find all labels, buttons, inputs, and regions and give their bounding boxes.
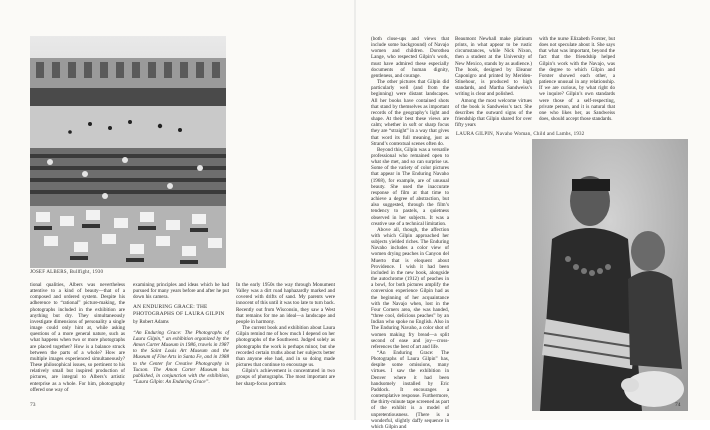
bullfight-photo-caption: JOSEF ALBERS, Bullfight, 1930	[30, 270, 104, 275]
paragraph: tional qualities, Albers was nevertheless attentive to a kind of beauty—that of a composed and ordered system. Despite his adherence to “rational” picture-making, the photographs included in the exhibition are anything but dry. They simultaneously investigate dimensions of personality a single image could only hint at, while asking questions of a more general nature, such as what happens when two or more photographs are placed together? How is a balance struck between the parts of a whole? How are multiple images experienced simultaneously? These philosophical issues, so pertinent to his relatively small but inspired production of pictures, are integral to Albers’s artistic enterprise as a whole. For him, photography offered one way of	[30, 282, 125, 393]
paragraph: Gilpin’s achievement is concentrated in two groups of photographs. The most important are her sharp-focus portraits	[236, 368, 335, 387]
right-column-3	[539, 36, 615, 122]
left-column-2	[133, 282, 229, 385]
paragraph: The other pictures that Gilpin did particularly well (and from the beginning) were distant landscapes. All her books have contained shots that stand by themselves as important records of the geography’s light and shape. At their best these views are calm; whether in soft or sharp focus they are “straight” in a way that gives that word its full meaning, just as Strand’s contextual scenes often do.	[371, 79, 449, 147]
navaho-woman-photo	[532, 139, 688, 411]
paragraph: “An Enduring Grace: The Photographs of Laura Gilpin” has, despite some omissions, many virtues. I saw the exhibition in Denver where it had been handsomely installed by Eric Paddock. It encourages a contemplative response. Furthermore, the thirty-minute tape screened as part of the exhibit is a model of unpretentiousness. (There is a wonderful, slightly daffy sequence in which Gilpin and	[371, 349, 449, 430]
left-column-1	[30, 282, 125, 393]
paragraph: (both close-ups and views that include some background) of Navajo women and children. Dorothea Lange, who respected Gilpin’s work, must have admired these especially documents of human dignity, gentleness, and courage.	[371, 36, 449, 79]
paragraph: Beyond this, Gilpin was a versatile professional who remained open to what she met, and so can surprise us. Some of the variety of color pictures that appear in The Enduring Navaho (1968), for example, are of unusual beauty. She used the inaccurate response of film at that time to achieve a degree of abstraction, but also suggested, through the film’s tendency to pastels, a quietness observed in her subjects. It was a creative use of a technical limitation.	[371, 146, 449, 227]
paragraph: examining principles and ideas which he had pursued for many years before and after he put down his camera.	[133, 282, 229, 301]
paragraph: The current book and exhibition about Laura Gilpin remind me of how much I depend on her photographs of the Southwest. Judged solely as photographs the work is perhaps minor, but she recorded certain truths about her subjects better than anyone else had, and in so doing made pictures that continue to encourage us.	[236, 325, 335, 369]
page-gutter	[354, 0, 356, 420]
gilpin-photo-caption: LAURA GILPIN, Navaho Woman, Child and Lambs, 1932	[456, 132, 585, 137]
exhibition-note: “An Enduring Grace: The Photographs of Laura Gilpin,” an exhibition organized by the Amon Carter Museum in 1986, travels in 1987 to the Saint Louis Art Museum and the Museum of Fine Arts in Santa Fe, and in 1988 to the Center for Creative Photography in Tucson. The Amon Carter Museum has published, in conjunction with the exhibition, “Laura Gilpin: An Enduring Grace”.	[133, 329, 229, 386]
left-page-number: 73	[30, 402, 36, 408]
left-column-3	[236, 282, 335, 387]
right-page-number: 74	[675, 402, 681, 408]
paragraph: Beaumont Newhall make platinum prints, in what appear to be rustic circumstances, while Nick Nixon, then a student at the University of New Mexico, stands by as audience.) The book, designed by Eleanor Caponigro and printed by Meriden-Stinehour, is produced to high standards, and Martha Sandweiss’s writing is clear and polished.	[455, 36, 532, 98]
paragraph: with the nurse Elizabeth Forster, but does not speculate about it. She says that what was important, beyond the fact that the friendship helped Gilpin’s work with the Navajo, was the degree to which Gilpin and Forster showed each other, a patience unusual in any relationship. If we are curious, by what right do we inquire? Gilpin’s own standards were those of a self-respecting, private person, and it is natural that one who likes her, as Sandweiss does, should accept those standards.	[539, 36, 615, 123]
paragraph: Above all, though, the affection with which Gilpin approached her subjects yielded riches. The Enduring Navaho includes a color view of women drying peaches in Canyon del Muerto that is eloquent about Providence. I wish it had been included in the new book, alongside the autochrome (1912) of peaches in a bowl, for both pictures amplify the conversion experience Gilpin had as the beginning of her acquaintance with the Navajo when, lost in the Four Corners area, she was handed, “three cool, delicious peaches” by an Indian who spoke no English. Also in The Enduring Navaho, a color shot of women making fry bread—a split second of ease and joy—cross-references the best of art and life.	[371, 226, 449, 350]
right-column-2	[455, 36, 532, 128]
article-byline: by Robert Adams	[133, 318, 169, 325]
right-column-1	[371, 36, 449, 430]
bullfight-photo	[30, 36, 226, 268]
paragraph: Among the most welcome virtues of the book is Sandweiss’s tact. She describes the outward signs of the friendship that Gilpin shared for over fifty years	[455, 97, 532, 129]
paragraph: In the early 1950s the way through Monument Valley was a dirt road haphazardly marked and covered with drifts of sand. My parents were innocent of this until it was too late to turn back. Recently out from Wisconsin, they saw a West that remains for me an ideal—a landscape and people in harmony.	[236, 282, 335, 325]
article-heading: AN ENDURING GRACE: THE PHOTOGRAPHS OF LAURA GILPIN	[133, 304, 225, 318]
